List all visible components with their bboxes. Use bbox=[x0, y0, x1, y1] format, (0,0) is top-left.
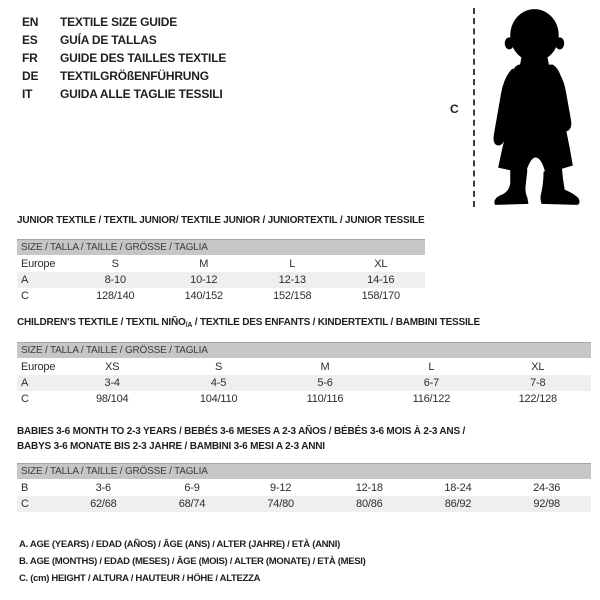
lang-row-es bbox=[22, 31, 226, 49]
row-label-cell: C bbox=[21, 290, 29, 302]
size-value-cell: 74/80 bbox=[236, 496, 325, 512]
lang-title: GUÍA DE TALLAS bbox=[60, 33, 157, 47]
junior-size-table bbox=[17, 256, 425, 304]
size-value-cell: 5-6 bbox=[272, 375, 378, 391]
row-label-cell: A bbox=[17, 272, 71, 288]
lang-title: GUIDE DES TAILLES TEXTILE bbox=[60, 51, 227, 65]
size-value-cell: 152/158 bbox=[273, 290, 312, 302]
size-value-cell: 24-36 bbox=[533, 482, 561, 494]
size-value-cell: 104/110 bbox=[199, 393, 238, 405]
size-value-cell: 122/128 bbox=[518, 393, 557, 405]
lang-title: TEXTILE SIZE GUIDE bbox=[60, 15, 178, 29]
babies-section-title bbox=[17, 424, 591, 454]
legend-height-cm: C. (cm) HEIGHT / ALTURA / HAUTEUR / HÖHE / ALTEZZA bbox=[19, 573, 261, 584]
lang-code: DE bbox=[22, 69, 39, 83]
children-section bbox=[17, 316, 591, 407]
size-value-cell: 80/86 bbox=[325, 496, 414, 512]
children-section-title bbox=[17, 316, 591, 330]
size-value-cell: 14-16 bbox=[337, 272, 426, 288]
size-value-cell: L bbox=[428, 361, 435, 373]
size-value-cell: 3-4 bbox=[59, 375, 165, 391]
junior-size-header-bar: SIZE / TALLA / TAILLE / GRÖSSE / TAGLIA bbox=[17, 239, 425, 255]
size-value-cell: XS bbox=[105, 361, 120, 373]
size-value-cell: S bbox=[111, 258, 119, 270]
lang-code: ES bbox=[22, 33, 38, 47]
height-dashed-line bbox=[473, 8, 475, 207]
size-value-cell: XL bbox=[531, 361, 545, 373]
size-value-cell: 4-5 bbox=[165, 375, 271, 391]
size-value-cell: 128/140 bbox=[96, 290, 135, 302]
table-row bbox=[17, 288, 425, 304]
lang-title: GUIDA ALLE TAGLIE TESSILI bbox=[60, 87, 223, 101]
table-row bbox=[17, 272, 425, 288]
babies-size-header-bar: SIZE / TALLA / TAILLE / GRÖSSE / TAGLIA bbox=[17, 463, 591, 479]
size-value-cell: 12-18 bbox=[355, 482, 383, 494]
table-row bbox=[17, 359, 591, 375]
lang-code: EN bbox=[22, 15, 39, 29]
lang-row-it bbox=[22, 85, 226, 103]
size-value-cell: 98/104 bbox=[95, 393, 129, 405]
language-title-block bbox=[22, 13, 226, 103]
row-label-cell: C bbox=[21, 393, 29, 405]
table-row bbox=[17, 256, 425, 272]
lang-row-fr bbox=[22, 49, 226, 67]
size-value-cell: 10-12 bbox=[160, 272, 249, 288]
table-row bbox=[17, 480, 591, 496]
size-value-cell: 3-6 bbox=[95, 482, 111, 494]
children-size-header-bar: SIZE / TALLA / TAILLE / GRÖSSE / TAGLIA bbox=[17, 342, 591, 358]
babies-section bbox=[17, 424, 591, 512]
lang-title: TEXTILGRÖßENFÜHRUNG bbox=[60, 69, 209, 83]
babies-size-table bbox=[17, 480, 591, 512]
children-size-table bbox=[17, 359, 591, 407]
measurement-legend bbox=[19, 536, 365, 587]
size-value-cell: S bbox=[215, 361, 223, 373]
size-value-cell: 6-9 bbox=[184, 482, 200, 494]
row-label-cell: Europe bbox=[21, 258, 56, 270]
lang-row-en bbox=[22, 13, 226, 31]
children-title-suffix: / TEXTILE DES ENFANTS / KINDERTEXTIL / BAMBINI TESSILE bbox=[192, 317, 480, 328]
size-value-cell: 6-7 bbox=[378, 375, 484, 391]
table-row bbox=[17, 391, 591, 407]
lang-code: IT bbox=[22, 87, 33, 101]
junior-section-title: JUNIOR TEXTILE / TEXTIL JUNIOR/ TEXTILE JUNIOR / JUNIORTEXTIL / JUNIOR TESSILE bbox=[17, 215, 425, 226]
junior-section bbox=[17, 214, 425, 304]
size-value-cell: 7-8 bbox=[485, 375, 591, 391]
row-label-cell: A bbox=[17, 375, 59, 391]
row-label-cell: Europe bbox=[21, 361, 56, 373]
size-value-cell: 86/92 bbox=[414, 496, 503, 512]
size-value-cell: 140/152 bbox=[184, 290, 223, 302]
size-value-cell: 110/116 bbox=[306, 393, 344, 405]
size-value-cell: 8-10 bbox=[71, 272, 160, 288]
babies-title-line2: BABYS 3-6 MONATE BIS 2-3 JAHRE / BAMBINI 3-6 MESI A 2-3 ANNI bbox=[17, 441, 325, 452]
size-value-cell: 62/68 bbox=[59, 496, 148, 512]
row-label-cell: B bbox=[21, 482, 29, 494]
table-row bbox=[17, 496, 591, 512]
size-value-cell: 18-24 bbox=[444, 482, 472, 494]
legend-age-months: B. AGE (MONTHS) / EDAD (MESES) / ÂGE (MOIS) / ALTER (MONATE) / ETÀ (MESI) bbox=[19, 556, 366, 567]
height-measure-label: C bbox=[450, 102, 459, 116]
size-value-cell: 92/98 bbox=[502, 496, 591, 512]
children-title-subscript: /A bbox=[185, 322, 193, 329]
size-value-cell: XL bbox=[374, 258, 388, 270]
row-label-cell: C bbox=[17, 496, 59, 512]
size-value-cell: 12-13 bbox=[248, 272, 337, 288]
babies-title-line1: BABIES 3-6 MONTH TO 2-3 YEARS / BEBÉS 3-6 MESES A 2-3 AÑOS / BÉBÉS 3-6 MOIS À 2-3 ANS / bbox=[17, 426, 466, 437]
size-value-cell: M bbox=[320, 361, 330, 373]
lang-code: FR bbox=[22, 51, 38, 65]
baby-silhouette-icon bbox=[484, 6, 590, 208]
legend-age-years: A. AGE (YEARS) / EDAD (AÑOS) / ÂGE (ANS) / ALTER (JAHRE) / ETÀ (ANNI) bbox=[19, 539, 340, 550]
size-value-cell: 158/170 bbox=[361, 290, 400, 302]
baby-figure bbox=[448, 6, 598, 211]
size-value-cell: L bbox=[289, 258, 296, 270]
size-value-cell: 116/122 bbox=[412, 393, 451, 405]
children-title-prefix: CHILDREN'S TEXTILE / TEXTIL NIÑO bbox=[17, 317, 186, 328]
size-value-cell: 9-12 bbox=[270, 482, 292, 494]
size-value-cell: M bbox=[199, 258, 209, 270]
lang-row-de bbox=[22, 67, 226, 85]
table-row bbox=[17, 375, 591, 391]
size-value-cell: 68/74 bbox=[148, 496, 237, 512]
